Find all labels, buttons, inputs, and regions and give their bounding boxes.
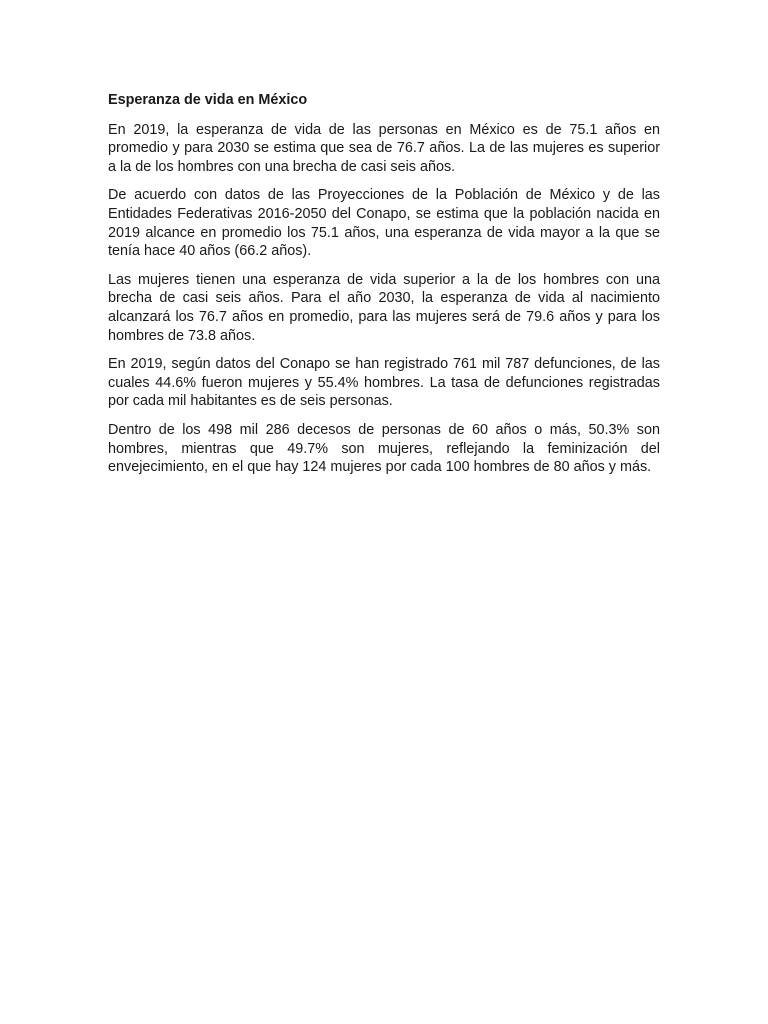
- paragraph-deaths-2019: En 2019, según datos del Conapo se han registrado 761 mil 787 defunciones, de las cuales 44.6% fueron mujeres y 55.4% hombres. La tasa de defunciones registradas por cada mil habitantes es de seis personas.: [108, 356, 660, 410]
- paragraph-conapo-projections: De acuerdo con datos de las Proyecciones de la Población de México y de las Entidades Federativas 2016-2050 del Conapo, se estima que la población nacida en 2019 alcance en promedio los 75.1 años, una esperanza de vida mayor a la que se tenía hace 40 años (66.2 años).: [108, 187, 660, 260]
- paragraph-life-expectancy-2019: En 2019, la esperanza de vida de las personas en México es de 75.1 años en promedio y para 2030 se estima que sea de 76.7 años. La de las mujeres es superior a la de los hombres con una brecha de casi seis años.: [108, 121, 660, 175]
- document-title: Esperanza de vida en México: [108, 92, 308, 108]
- paragraph-gender-gap: Las mujeres tienen una esperanza de vida superior a la de los hombres con una brecha de casi seis años. Para el año 2030, la esperanza de vida al nacimiento alcanzará los 76.7 años en promedio, para las mujeres será de 79.6 años y para los hombres de 73.8 años.: [108, 271, 660, 344]
- paragraph-elderly-deaths: Dentro de los 498 mil 286 decesos de personas de 60 años o más, 50.3% son hombres, mientras que 49.7% son mujeres, reflejando la feminización del envejecimiento, en el que hay 124 mujeres por cada 100 hombres de 80 años y más.: [108, 421, 660, 476]
- document-body: [108, 91, 660, 487]
